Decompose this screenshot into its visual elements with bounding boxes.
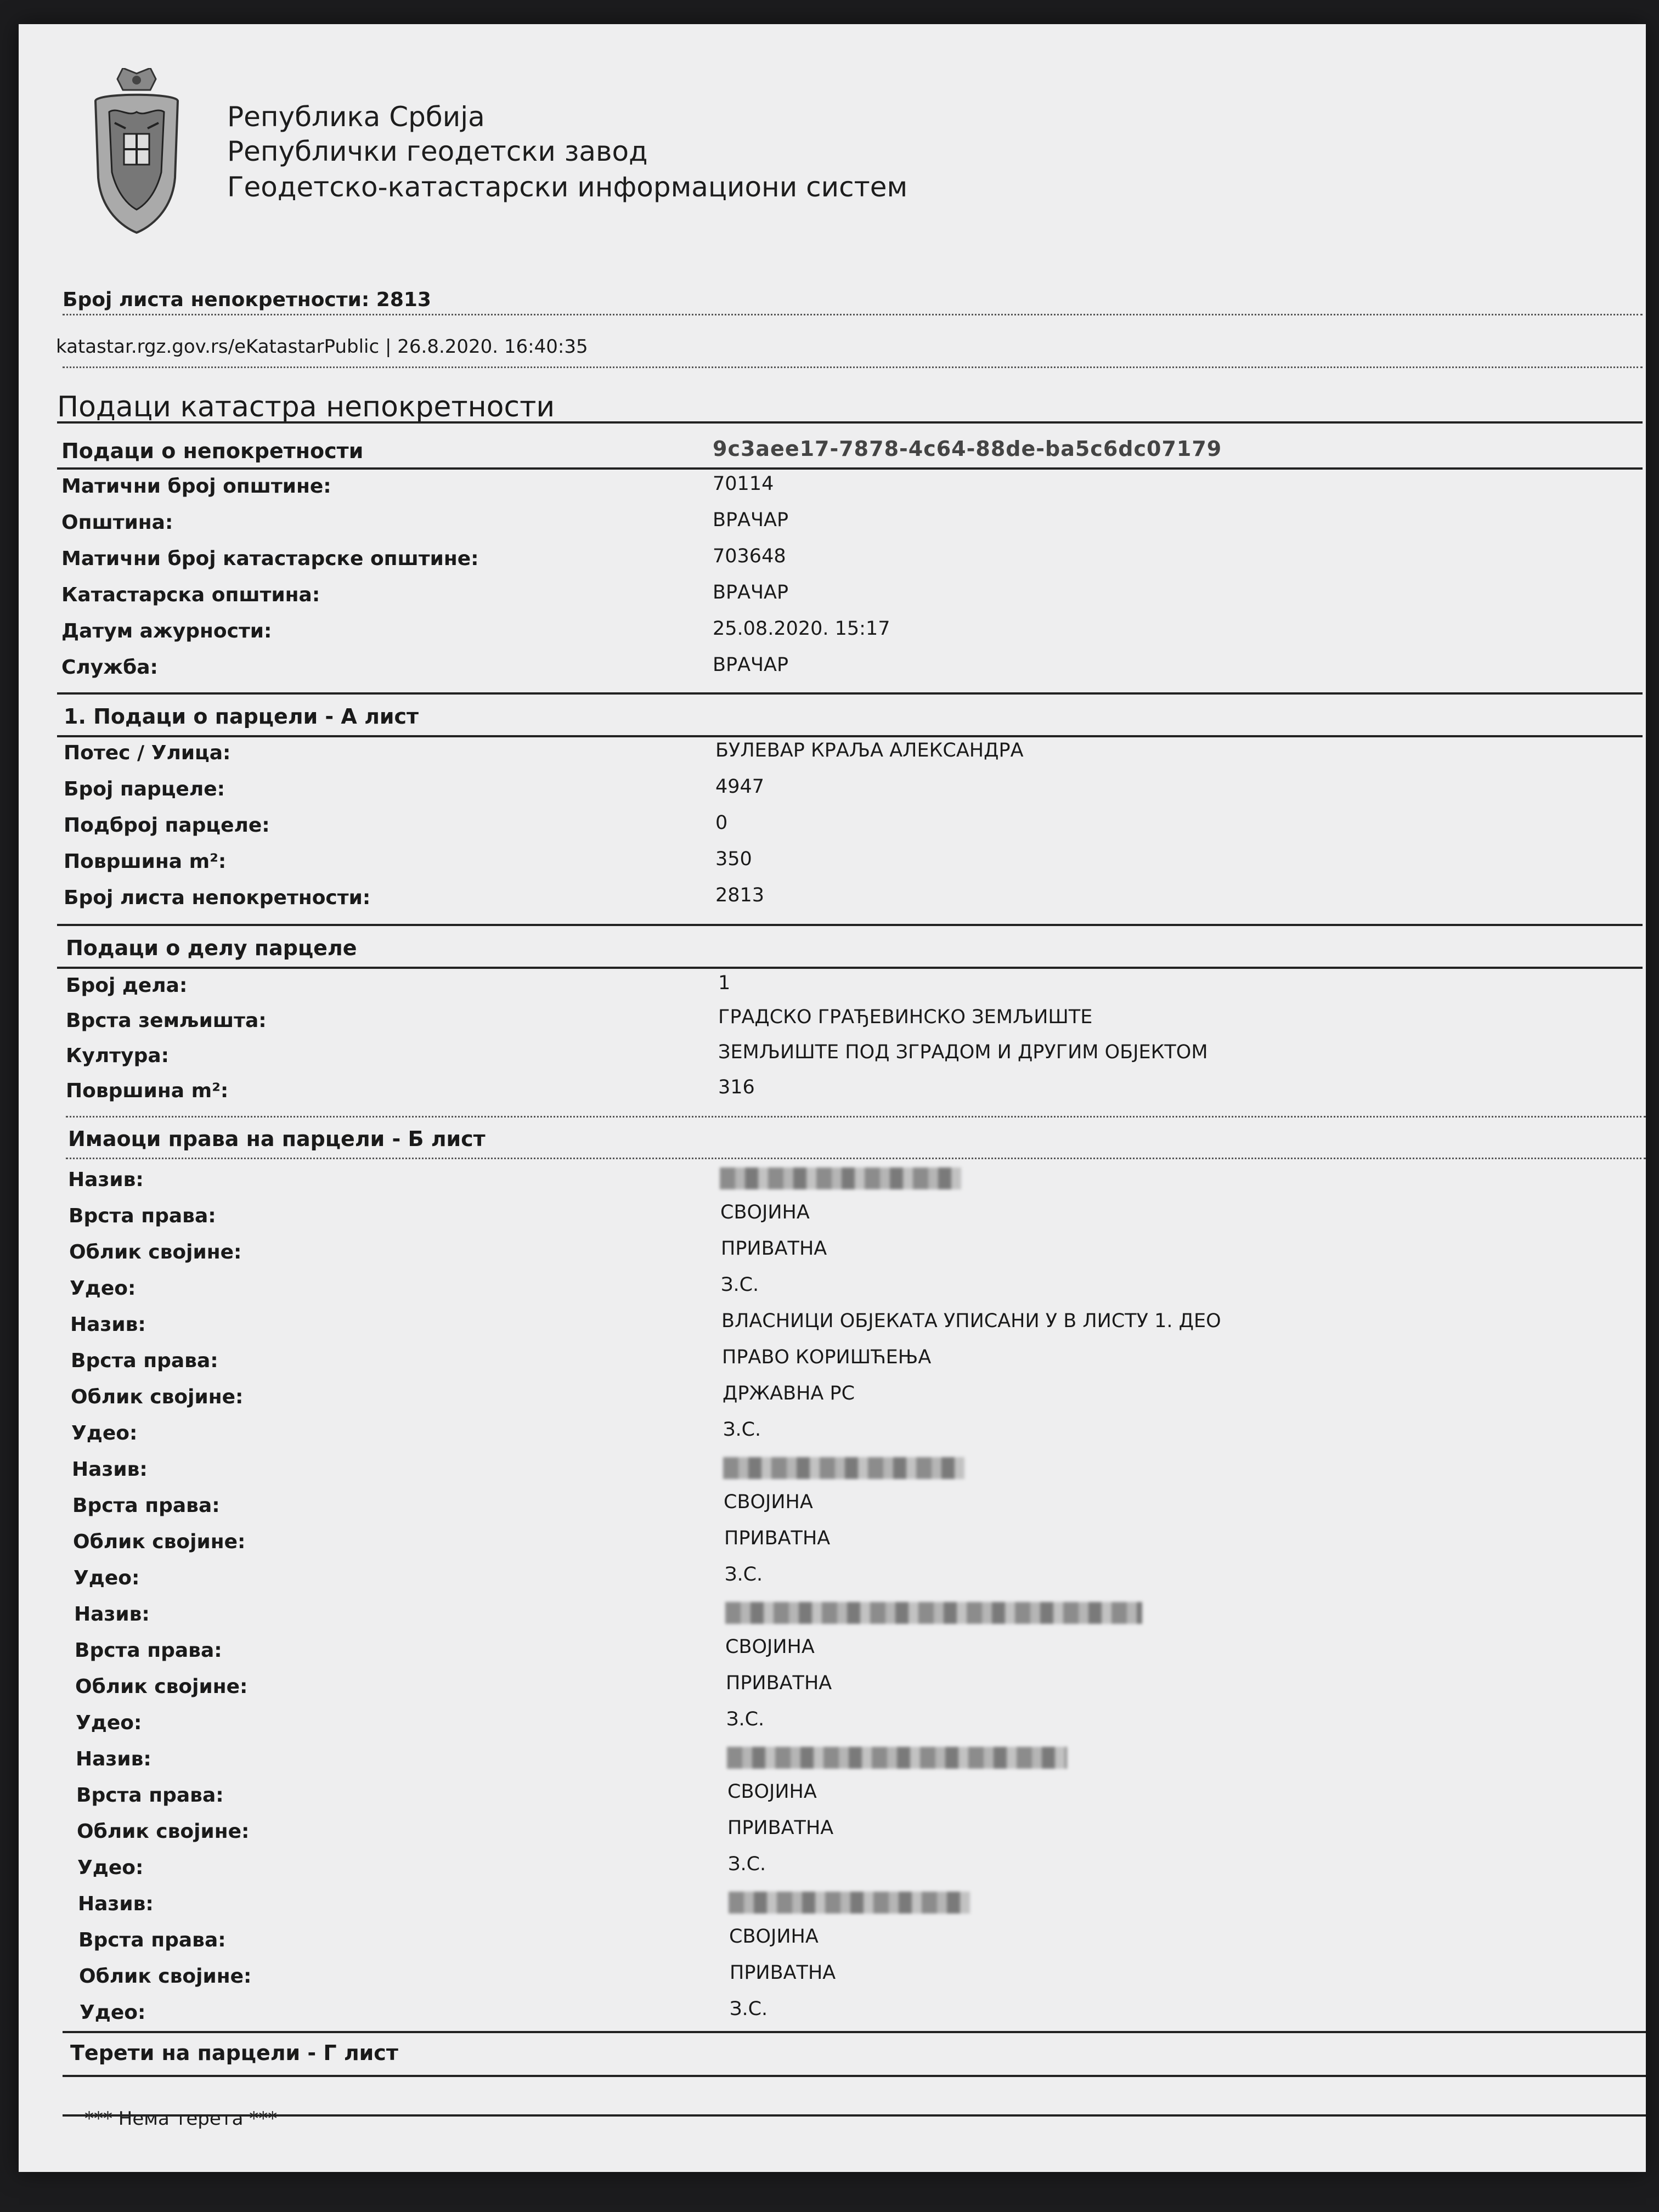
field-value: ВРАЧАР <box>713 582 789 603</box>
field-label: Потес / Улица: <box>64 742 231 764</box>
owner-field-label: Облик својине: <box>79 1965 252 1988</box>
owner-field-value: ДРЖАВНА РС <box>723 1383 855 1404</box>
owner-field-value: СВОЈИНА <box>720 1201 810 1223</box>
owner-field-value: З.С. <box>730 1998 768 2020</box>
section-title-parcel: 1. Подаци о парцели - А лист <box>64 704 419 729</box>
owner-field-value: З.С. <box>726 1708 765 1730</box>
owner-field-value: ПРИВАТНА <box>724 1527 831 1549</box>
field-label: Врста земљишта: <box>66 1009 267 1032</box>
field-value: ВРАЧАР <box>713 509 789 531</box>
owner-field-label: Облик својине: <box>73 1531 246 1553</box>
field-value: ВРАЧАР <box>713 654 789 676</box>
field-value: 350 <box>715 848 752 870</box>
owner-field-label: Врста права: <box>76 1784 224 1807</box>
owner-field-label: Облик својине: <box>69 1241 242 1263</box>
owner-field-value: З.С. <box>723 1419 761 1441</box>
divider <box>63 2114 1646 2117</box>
owner-field-label: Удео: <box>76 1712 142 1734</box>
field-value: 316 <box>718 1076 755 1098</box>
divider <box>57 924 1643 926</box>
field-value: 1 <box>718 972 731 994</box>
field-value: 70114 <box>713 473 774 495</box>
owner-field-label: Назив: <box>74 1603 150 1626</box>
field-label: Површина m²: <box>64 850 227 873</box>
owner-field-label: Удео: <box>77 1857 144 1879</box>
owner-field-value: СВОЈИНА <box>724 1491 813 1513</box>
owner-field-value: ПРАВО КОРИШЋЕЊА <box>722 1346 932 1368</box>
owner-field-label: Облик својине: <box>75 1675 248 1698</box>
owner-field-label: Удео: <box>80 2001 146 2024</box>
divider <box>63 2075 1646 2077</box>
header-system: Геодетско-катастарски информациони систем <box>227 171 908 203</box>
divider <box>57 467 1643 470</box>
divider <box>63 366 1643 368</box>
no-burdens-note: *** Нема терета *** <box>84 2108 278 2130</box>
divider <box>66 1116 1646 1118</box>
field-label: Површина m²: <box>66 1080 229 1102</box>
redacted-owner-name <box>725 1602 1142 1624</box>
field-value: ЗЕМЉИШТЕ ПОД ЗГРАДОМ И ДРУГИМ ОБЈЕКТОМ <box>718 1041 1208 1063</box>
field-label: Матични број катастарске општине: <box>61 548 479 570</box>
redacted-owner-name <box>720 1167 961 1189</box>
divider <box>57 967 1643 969</box>
owner-field-label: Назив: <box>68 1169 144 1191</box>
field-label: Датум ажурности: <box>61 620 272 642</box>
owner-field-label: Врста права: <box>78 1929 226 1951</box>
field-value: ГРАДСКО ГРАЂЕВИНСКО ЗЕМЉИШТЕ <box>718 1006 1093 1028</box>
owner-field-label: Врста права: <box>69 1205 216 1227</box>
header-institution: Републички геодетски завод <box>227 136 648 167</box>
owner-field-label: Удео: <box>70 1277 136 1300</box>
divider <box>57 735 1643 737</box>
divider <box>63 2031 1646 2033</box>
field-label: Општина: <box>61 511 173 534</box>
section-title-owners: Имаоци права на парцели - Б лист <box>68 1127 486 1151</box>
document-page <box>19 24 1646 2172</box>
owner-field-label: Облик својине: <box>77 1820 250 1843</box>
field-value: 0 <box>715 812 728 834</box>
document-number: Број листа непокретности: 2813 <box>63 289 431 311</box>
owner-field-value: СВОЈИНА <box>725 1636 815 1658</box>
section-title-property: Подаци о непокретности <box>61 439 364 463</box>
property-uuid: 9c3aee17-7878-4c64-88de-ba5c6dc07179 <box>713 437 1222 461</box>
field-label: Број листа непокретности: <box>64 887 371 909</box>
field-label: Матични број општине: <box>61 475 331 498</box>
owner-field-value: З.С. <box>721 1274 759 1296</box>
owner-field-label: Назив: <box>76 1748 151 1770</box>
owner-field-value: ПРИВАТНА <box>726 1672 832 1694</box>
redacted-owner-name <box>727 1747 1067 1769</box>
field-label: Број дела: <box>66 974 188 997</box>
owner-field-value: З.С. <box>728 1853 766 1875</box>
field-value: 25.08.2020. 15:17 <box>713 618 890 640</box>
divider <box>63 314 1643 315</box>
serbian-coat-of-arms-icon <box>84 68 189 238</box>
field-label: Катастарска општина: <box>61 584 320 606</box>
field-value: 4947 <box>715 776 765 798</box>
owner-field-value: З.С. <box>725 1564 763 1585</box>
owner-field-value: ПРИВАТНА <box>730 1962 836 1984</box>
divider <box>57 421 1643 424</box>
field-value: 703648 <box>713 545 786 567</box>
owner-field-label: Врста права: <box>72 1494 220 1517</box>
field-label: Култура: <box>66 1045 170 1067</box>
owner-field-label: Назив: <box>72 1458 148 1481</box>
field-value: 2813 <box>715 884 765 906</box>
field-label: Служба: <box>61 656 158 679</box>
owner-field-value: СВОЈИНА <box>729 1926 819 1948</box>
field-label: Подброј парцеле: <box>64 814 270 837</box>
redacted-owner-name <box>729 1892 970 1914</box>
section-title-burdens: Терети на парцели - Г лист <box>70 2041 398 2065</box>
source-url-timestamp: katastar.rgz.gov.rs/eKatastarPublic | 26.8.2020. 16:40:35 <box>56 336 588 358</box>
section-title-parcel-part: Подаци о делу парцеле <box>66 936 357 960</box>
field-value: БУЛЕВАР КРАЉА АЛЕКСАНДРА <box>715 740 1024 761</box>
owner-field-label: Врста права: <box>75 1639 222 1662</box>
field-label: Број парцеле: <box>64 778 225 800</box>
owner-field-value: ПРИВАТНА <box>721 1238 827 1260</box>
redacted-owner-name <box>723 1457 964 1479</box>
header-country: Република Србија <box>227 101 485 133</box>
owner-field-value: ВЛАСНИЦИ ОБЈЕКАТА УПИСАНИ У В ЛИСТУ 1. ДЕО <box>721 1310 1221 1332</box>
owner-field-label: Облик својине: <box>71 1386 244 1408</box>
divider <box>57 692 1643 695</box>
owner-field-label: Удео: <box>71 1422 138 1444</box>
page-title: Подаци катастра непокретности <box>57 391 555 424</box>
owner-field-value: ПРИВАТНА <box>727 1817 834 1839</box>
divider <box>66 1158 1646 1159</box>
owner-field-value: СВОЈИНА <box>727 1781 817 1803</box>
owner-field-label: Удео: <box>74 1567 140 1589</box>
owner-field-label: Врста права: <box>71 1350 218 1372</box>
owner-field-label: Назив: <box>70 1313 146 1336</box>
owner-field-label: Назив: <box>78 1893 154 1915</box>
